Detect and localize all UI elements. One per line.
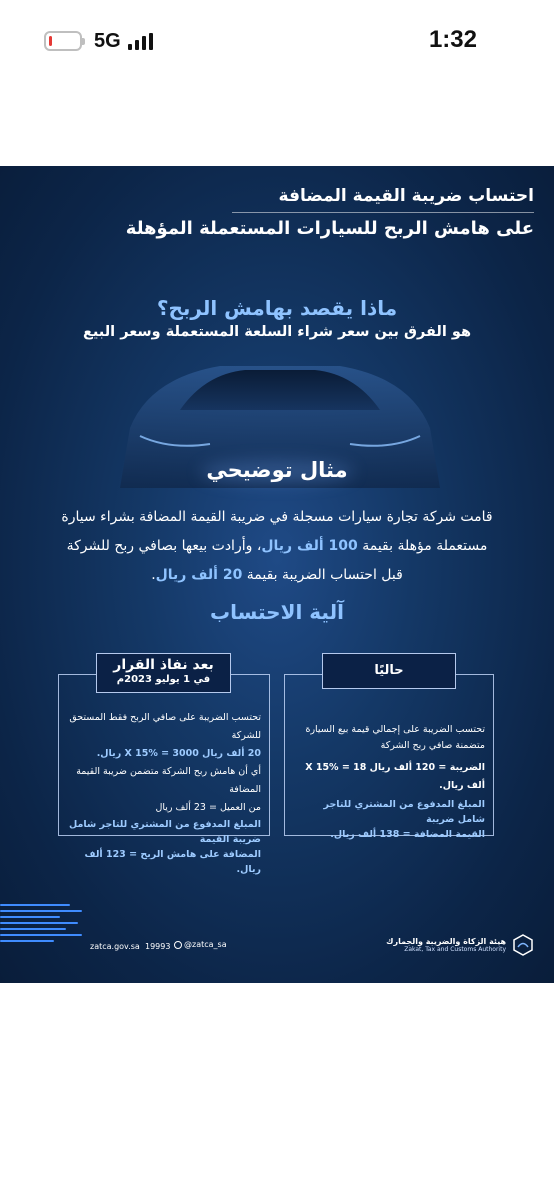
network-type: 5G xyxy=(94,30,121,52)
after-line1: تحتسب الضريبة على صافي الربح فقط المستحق للشركة xyxy=(69,712,261,741)
social-icon xyxy=(174,941,182,949)
example-line1: قامت شركة تجارة سيارات مسجلة في ضريبة القيمة المضافة بشراء سيارة xyxy=(61,509,493,525)
website-link: zatca.gov.sa xyxy=(90,942,140,951)
after-line6: المضافة على هامش الربح = 123 ألف ريال. xyxy=(84,849,261,875)
example-line2: مستعملة مؤهلة بقيمة 100 ألف ريال، وأرادت بيعها بصافي ربح للشركة xyxy=(66,538,488,554)
current-body xyxy=(293,721,485,842)
after-line4: من العميل = 23 ألف ريال xyxy=(155,802,261,813)
social-handle: @zatca_sa xyxy=(174,940,227,949)
current-card xyxy=(284,674,494,840)
after-line5: المبلغ المدفوع من المشتري للتاجر شامل ضريبة القيمة xyxy=(68,819,261,845)
purchase-value: 100 ألف ريال xyxy=(261,538,358,554)
after-decision-body xyxy=(67,709,261,877)
net-profit-value: 20 ألف ريال xyxy=(155,567,243,583)
profit-margin-answer: هو الفرق بين سعر شراء السلعة المستعملة وسعر البيع xyxy=(82,324,472,340)
decorative-lines xyxy=(0,904,82,946)
zatca-logo xyxy=(386,934,534,956)
current-line1: تحتسب الضريبة على إجمالي قيمة بيع السيارة xyxy=(305,724,485,735)
phone-number: 19993 xyxy=(145,942,171,951)
title-divider xyxy=(232,212,534,213)
after-line3: أي أن هامش ربح الشركة متضمن ضريبة القيمة المضافة xyxy=(76,766,261,795)
poster-title-line2: على هامش الربح للسيارات المستعملة المؤهلة xyxy=(125,218,534,239)
status-bar xyxy=(0,0,554,90)
current-line3: الضريبة = 120 ألف ريال X 15% = 18 ألف ريال. xyxy=(305,762,485,791)
battery-level xyxy=(49,36,52,46)
after-decision-date: في 1 يوليو 2023م xyxy=(116,674,211,685)
example-title: مثال توضيحي xyxy=(206,458,348,482)
after-decision-title: بعد نفاذ القرار xyxy=(113,657,214,673)
logo-english-name: Zakat, Tax and Customs Authority xyxy=(404,946,506,953)
vat-infographic[interactable] xyxy=(0,166,554,983)
mechanism-title: آلية الاحتساب xyxy=(210,600,344,624)
example-description xyxy=(40,503,514,590)
clock: 1:32 xyxy=(428,26,477,53)
after-decision-card xyxy=(58,674,270,875)
current-line2: متضمنة صافي ربح الشركة xyxy=(380,740,485,751)
zatca-emblem-icon xyxy=(512,934,534,956)
current-tab xyxy=(322,653,456,689)
profit-margin-question: ماذا يقصد بهامش الربح؟ xyxy=(156,296,398,320)
signal-icon xyxy=(128,33,153,50)
current-title: حاليًا xyxy=(374,663,404,678)
current-line5: القيمة المضافة = 138 ألف ريال. xyxy=(330,829,485,840)
after-line2: 20 ألف ريال X 15% = 3000 ريال. xyxy=(96,748,261,759)
battery-icon xyxy=(44,31,82,51)
after-decision-tab xyxy=(96,653,231,693)
example-line3: قبل احتساب الضريبة بقيمة 20 ألف ريال. xyxy=(151,567,403,583)
poster-title-line1: احتساب ضريبة القيمة المضافة xyxy=(278,186,534,206)
logo-arabic-name: هيئة الزكاة والضريبة والجمارك xyxy=(386,937,506,946)
current-line4: المبلغ المدفوع من المشتري للتاجر شامل ضريبة xyxy=(323,799,485,825)
